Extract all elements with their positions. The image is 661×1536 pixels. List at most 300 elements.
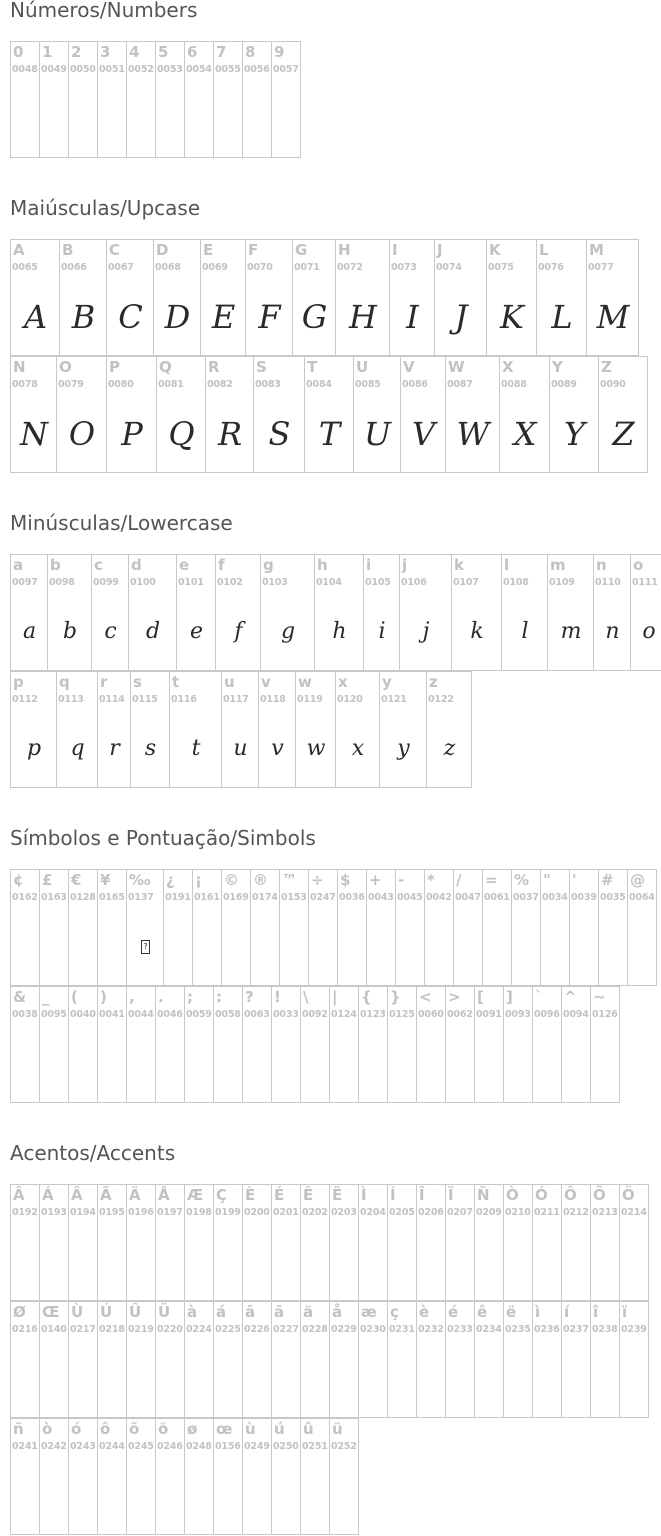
character-code: 0153	[281, 892, 307, 903]
character-label: k	[454, 556, 464, 574]
character-label: h	[317, 556, 328, 574]
section-title-lowercase: Minúsculas/Lowercase	[10, 511, 233, 535]
character-code: 0064	[629, 892, 655, 903]
glyph-cell	[389, 239, 435, 356]
character-code: 0116	[171, 694, 197, 705]
glyph-cell	[97, 1184, 127, 1301]
character-label: )	[100, 988, 107, 1006]
script-glyph-sample: v	[271, 735, 283, 761]
glyph-cell	[335, 671, 380, 788]
script-glyph-sample: M	[596, 297, 629, 336]
character-code: 0123	[360, 1009, 386, 1020]
script-glyph-sample: o	[642, 618, 655, 644]
glyph-cell	[416, 986, 446, 1103]
script-glyph-sample: D	[164, 297, 190, 336]
character-label: Ú	[100, 1303, 113, 1321]
character-label: |	[332, 988, 338, 1006]
script-glyph-sample: O	[68, 414, 95, 453]
character-code: 0234	[476, 1324, 502, 1335]
character-code: 0061	[484, 892, 510, 903]
glyph-cell	[499, 356, 550, 473]
character-label: X	[502, 358, 514, 376]
character-label: {	[361, 988, 372, 1006]
character-code: 0047	[455, 892, 481, 903]
character-label: w	[298, 673, 312, 691]
glyph-cell	[561, 1301, 591, 1418]
character-label: j	[402, 556, 408, 574]
character-label: m	[550, 556, 566, 574]
character-label: ÷	[311, 871, 324, 889]
script-glyph-sample: h	[332, 618, 346, 644]
glyph-cell	[300, 1418, 330, 1535]
section-title-accents: Acentos/Accents	[10, 1141, 176, 1165]
character-code: 0040	[70, 1009, 96, 1020]
character-label: H	[338, 241, 351, 259]
glyph-cell	[619, 1184, 649, 1301]
glyph-cell	[59, 239, 107, 356]
character-label: ¥	[100, 871, 111, 889]
character-label: K	[489, 241, 501, 259]
character-label: ®	[253, 871, 268, 889]
character-code: 0207	[447, 1207, 473, 1218]
character-code: 0125	[389, 1009, 415, 1020]
character-code: 0209	[476, 1207, 502, 1218]
character-label: (	[71, 988, 78, 1006]
character-label: '	[572, 871, 577, 889]
script-glyph-sample: j	[422, 618, 429, 644]
character-code: 0050	[70, 64, 96, 75]
character-label: Ñ	[477, 1186, 490, 1204]
glyph-cell	[426, 671, 472, 788]
glyph-cell	[540, 869, 570, 986]
character-label: ]	[506, 988, 513, 1006]
character-code: 0053	[157, 64, 183, 75]
character-label: B	[62, 241, 74, 259]
character-code: 0110	[595, 577, 621, 588]
character-label: Ì	[361, 1186, 367, 1204]
character-label: 4	[129, 43, 140, 61]
character-code: 0242	[41, 1441, 67, 1452]
character-code: 0084	[306, 379, 332, 390]
character-code: 0042	[426, 892, 452, 903]
glyph-cell	[445, 1301, 475, 1418]
glyph-cell	[590, 1301, 620, 1418]
script-glyph-sample: C	[118, 297, 142, 336]
character-code: 0235	[505, 1324, 531, 1335]
script-glyph-sample: Q	[168, 414, 194, 453]
character-label: `	[535, 988, 543, 1006]
character-code: 0236	[534, 1324, 560, 1335]
glyph-cell	[97, 1418, 127, 1535]
character-label: 1	[42, 43, 53, 61]
character-label: W	[448, 358, 465, 376]
character-code: 0066	[61, 262, 87, 273]
character-code: 0118	[260, 694, 286, 705]
script-glyph-sample: k	[470, 618, 483, 644]
character-label: ê	[477, 1303, 488, 1321]
character-label: z	[429, 673, 438, 691]
character-code: 0174	[252, 892, 278, 903]
glyph-cell	[163, 869, 193, 986]
character-label: >	[448, 988, 461, 1006]
glyph-cell	[242, 1184, 272, 1301]
character-code: 0126	[592, 1009, 618, 1020]
glyph-cell	[416, 1301, 446, 1418]
glyph-cell	[258, 671, 296, 788]
character-code: 0097	[12, 577, 38, 588]
character-label: ;	[187, 988, 193, 1006]
character-label: n	[596, 556, 607, 574]
glyph-cell	[221, 869, 251, 986]
character-label: F	[248, 241, 259, 259]
character-code: 0195	[99, 1207, 125, 1218]
character-label: ú	[274, 1420, 285, 1438]
character-code: 0191	[165, 892, 191, 903]
glyph-cell	[314, 554, 364, 671]
character-label: í	[564, 1303, 570, 1321]
glyph-cell	[451, 554, 502, 671]
glyph-cell	[39, 41, 69, 158]
character-label: Å	[158, 1186, 170, 1204]
accents-row-1	[10, 1184, 649, 1301]
character-label: î	[593, 1303, 599, 1321]
character-code: 0210	[505, 1207, 531, 1218]
glyph-cell	[205, 356, 254, 473]
character-label: =	[485, 871, 498, 889]
character-label: Œ	[42, 1303, 60, 1321]
script-glyph-sample: i	[378, 618, 385, 644]
character-code: 0224	[186, 1324, 212, 1335]
character-code: 0096	[534, 1009, 560, 1020]
character-label: Æ	[187, 1186, 204, 1204]
character-label: å	[332, 1303, 343, 1321]
lowercase-row-1	[10, 554, 661, 671]
glyph-cell	[221, 671, 259, 788]
character-code: 0237	[563, 1324, 589, 1335]
character-label: è	[419, 1303, 430, 1321]
section-title-upcase: Maiúsculas/Upcase	[10, 196, 201, 220]
character-label: c	[94, 556, 103, 574]
character-code: 0218	[99, 1324, 125, 1335]
glyph-cell	[532, 986, 562, 1103]
character-label: Î	[419, 1186, 425, 1204]
glyph-cell	[213, 1301, 243, 1418]
numbers-row-1	[10, 41, 301, 158]
character-code: 0249	[244, 1441, 270, 1452]
glyph-cell	[619, 1301, 649, 1418]
script-glyph-sample: L	[551, 297, 572, 336]
character-label: â	[245, 1303, 256, 1321]
glyph-cell	[503, 986, 533, 1103]
character-code: 0250	[273, 1441, 299, 1452]
character-code: 0067	[108, 262, 134, 273]
character-label: I	[392, 241, 398, 259]
character-label: /	[456, 871, 462, 889]
character-code: 0099	[93, 577, 119, 588]
character-code: 0230	[360, 1324, 386, 1335]
glyph-cell	[126, 986, 156, 1103]
character-label: J	[437, 241, 443, 259]
script-glyph-sample: n	[605, 618, 619, 644]
character-label: ü	[332, 1420, 343, 1438]
upcase-row-1	[10, 239, 639, 356]
character-code: 0103	[262, 577, 288, 588]
character-code: 0079	[58, 379, 84, 390]
character-label: L	[539, 241, 549, 259]
character-code: 0101	[178, 577, 204, 588]
character-label: È	[245, 1186, 256, 1204]
character-code: 0078	[12, 379, 38, 390]
character-label: $	[340, 871, 351, 889]
character-label: Ü	[158, 1303, 171, 1321]
glyph-cell	[511, 869, 541, 986]
glyph-cell	[300, 1301, 330, 1418]
script-glyph-sample: y	[397, 735, 409, 761]
glyph-cell	[358, 1184, 388, 1301]
script-glyph-sample: p	[26, 735, 41, 761]
character-code: 0244	[99, 1441, 125, 1452]
glyph-cell	[97, 1301, 127, 1418]
glyph-cell	[184, 1184, 214, 1301]
script-glyph-sample: x	[351, 735, 364, 761]
character-code: 0082	[207, 379, 233, 390]
character-code: 0092	[302, 1009, 328, 1020]
script-glyph-sample: H	[349, 297, 376, 336]
character-label: Ù	[71, 1303, 84, 1321]
character-label: Q	[159, 358, 172, 376]
character-code: 0108	[503, 577, 529, 588]
character-label: Ê	[303, 1186, 314, 1204]
glyph-cell	[295, 671, 336, 788]
character-label: Ô	[564, 1186, 577, 1204]
character-code: 0204	[360, 1207, 386, 1218]
character-code: 0140	[41, 1324, 67, 1335]
character-code: 0033	[273, 1009, 299, 1020]
upcase-row-2	[10, 356, 648, 473]
glyph-cell	[335, 239, 390, 356]
character-label: Y	[552, 358, 563, 376]
character-label: y	[382, 673, 392, 691]
character-label: g	[263, 556, 274, 574]
script-glyph-sample: E	[211, 297, 235, 336]
script-glyph-sample: s	[144, 735, 156, 761]
character-label: Ø	[13, 1303, 26, 1321]
character-label: Õ	[593, 1186, 606, 1204]
character-label: ô	[100, 1420, 111, 1438]
character-code: 0211	[534, 1207, 560, 1218]
script-glyph-sample: a	[22, 618, 36, 644]
script-glyph-sample: T	[318, 414, 340, 453]
character-code: 0112	[12, 694, 38, 705]
glyph-cell	[300, 1184, 330, 1301]
character-code: 0052	[128, 64, 154, 75]
character-label: _	[42, 988, 50, 1006]
glyph-cell	[271, 1184, 301, 1301]
character-label: ù	[245, 1420, 256, 1438]
character-label: ~	[593, 988, 606, 1006]
script-glyph-sample: B	[71, 297, 95, 336]
character-code: 0243	[70, 1441, 96, 1452]
character-label: U	[356, 358, 369, 376]
character-code: 0246	[157, 1441, 183, 1452]
character-code: 0048	[12, 64, 38, 75]
glyph-cell	[126, 869, 164, 986]
script-glyph-sample: N	[20, 414, 47, 453]
missing-glyph-box	[127, 914, 163, 979]
character-code: 0051	[99, 64, 125, 75]
glyph-cell	[10, 239, 60, 356]
character-code: 0105	[365, 577, 391, 588]
character-label: û	[303, 1420, 314, 1438]
character-code: 0072	[337, 262, 363, 273]
character-code: 0102	[217, 577, 243, 588]
character-code: 0163	[41, 892, 67, 903]
character-code: 0039	[571, 892, 597, 903]
character-label: ø	[187, 1420, 198, 1438]
character-label: é	[448, 1303, 459, 1321]
glyph-cell	[68, 41, 98, 158]
character-code: 0098	[49, 577, 75, 588]
glyph-cell	[155, 41, 185, 158]
glyph-cell	[213, 986, 243, 1103]
character-label: %	[514, 871, 530, 889]
glyph-cell	[213, 1184, 243, 1301]
glyph-cell	[474, 1184, 504, 1301]
glyph-cell	[213, 1418, 243, 1535]
script-glyph-sample: W	[456, 414, 489, 453]
glyph-cell	[536, 239, 587, 356]
character-code: 0197	[157, 1207, 183, 1218]
glyph-cell	[279, 869, 309, 986]
script-glyph-sample: z	[443, 735, 455, 761]
glyph-cell	[549, 356, 599, 473]
character-label: -	[398, 871, 405, 889]
character-label: u	[224, 673, 235, 691]
character-code: 0054	[186, 64, 212, 75]
character-code: 0122	[428, 694, 454, 705]
glyph-cell	[532, 1184, 562, 1301]
glyph-cell	[569, 869, 599, 986]
character-label: ó	[71, 1420, 82, 1438]
glyph-cell	[353, 356, 401, 473]
character-label: Á	[42, 1186, 54, 1204]
script-glyph-sample: g	[280, 618, 295, 644]
character-code: 0104	[316, 577, 342, 588]
glyph-cell	[126, 1301, 156, 1418]
character-code: 0245	[128, 1441, 154, 1452]
character-code: 0083	[255, 379, 281, 390]
character-code: 0081	[158, 379, 184, 390]
character-label: ñ	[13, 1420, 24, 1438]
script-glyph-sample: U	[364, 414, 390, 453]
glyph-cell	[242, 986, 272, 1103]
character-code: 0247	[310, 892, 336, 903]
character-code: 0093	[505, 1009, 531, 1020]
character-label: ©	[224, 871, 239, 889]
glyph-cell	[10, 1301, 40, 1418]
character-code: 0065	[12, 262, 38, 273]
character-code: 0113	[58, 694, 84, 705]
glyph-cell	[10, 869, 40, 986]
character-label: *	[427, 871, 435, 889]
script-glyph-sample: l	[521, 618, 528, 644]
glyph-cell	[532, 1301, 562, 1418]
character-code: 0216	[12, 1324, 38, 1335]
character-code: 0205	[389, 1207, 415, 1218]
character-label: 8	[245, 43, 256, 61]
character-label: É	[274, 1186, 285, 1204]
character-code: 0036	[339, 892, 365, 903]
glyph-cell	[97, 41, 127, 158]
glyph-cell	[10, 986, 40, 1103]
character-label: Â	[13, 1186, 25, 1204]
character-label: l	[504, 556, 510, 574]
character-code: 0090	[600, 379, 626, 390]
glyph-cell	[400, 356, 446, 473]
glyph-cell	[329, 1418, 359, 1535]
character-code: 0056	[244, 64, 270, 75]
glyph-cell	[271, 1418, 301, 1535]
glyph-cell	[126, 1184, 156, 1301]
glyph-cell	[10, 1418, 40, 1535]
character-label: e	[179, 556, 190, 574]
character-label: <	[419, 988, 432, 1006]
character-label: ì	[535, 1303, 541, 1321]
script-glyph-sample: J	[454, 297, 467, 336]
character-label: i	[366, 556, 372, 574]
glyph-cell	[387, 986, 417, 1103]
character-code: 0049	[41, 64, 67, 75]
character-label: 2	[71, 43, 82, 61]
character-label: a	[13, 556, 24, 574]
character-label: ò	[42, 1420, 53, 1438]
character-label: t	[172, 673, 180, 691]
character-label: Û	[129, 1303, 142, 1321]
glyph-cell	[561, 1184, 591, 1301]
character-label: ç	[390, 1303, 399, 1321]
character-label: Í	[390, 1186, 396, 1204]
glyph-cell	[445, 986, 475, 1103]
glyph-cell	[169, 671, 222, 788]
section-title-symbols: Símbolos e Pontuação/Simbols	[10, 826, 316, 850]
character-label: :	[216, 988, 222, 1006]
character-code: 0070	[247, 262, 273, 273]
glyph-cell	[590, 986, 620, 1103]
lowercase-row-2	[10, 671, 472, 788]
character-code: 0239	[621, 1324, 647, 1335]
character-code: 0206	[418, 1207, 444, 1218]
character-label: ™	[282, 871, 297, 889]
glyph-cell	[155, 1301, 185, 1418]
script-glyph-sample: q	[70, 735, 84, 761]
glyph-cell	[245, 239, 293, 356]
glyph-cell	[503, 1301, 533, 1418]
glyph-cell	[250, 869, 280, 986]
character-label: ä	[303, 1303, 314, 1321]
script-glyph-sample: S	[268, 414, 290, 453]
character-code: 0087	[447, 379, 473, 390]
script-glyph-sample: P	[121, 414, 142, 453]
character-label: r	[100, 673, 108, 691]
glyph-cell	[416, 1184, 446, 1301]
character-code: 0193	[41, 1207, 67, 1218]
character-label: Ë	[332, 1186, 343, 1204]
character-label: ^	[564, 988, 577, 1006]
script-glyph-sample: b	[62, 618, 77, 644]
character-code: 0114	[99, 694, 125, 705]
character-label: +	[369, 871, 382, 889]
script-glyph-sample: c	[104, 618, 116, 644]
